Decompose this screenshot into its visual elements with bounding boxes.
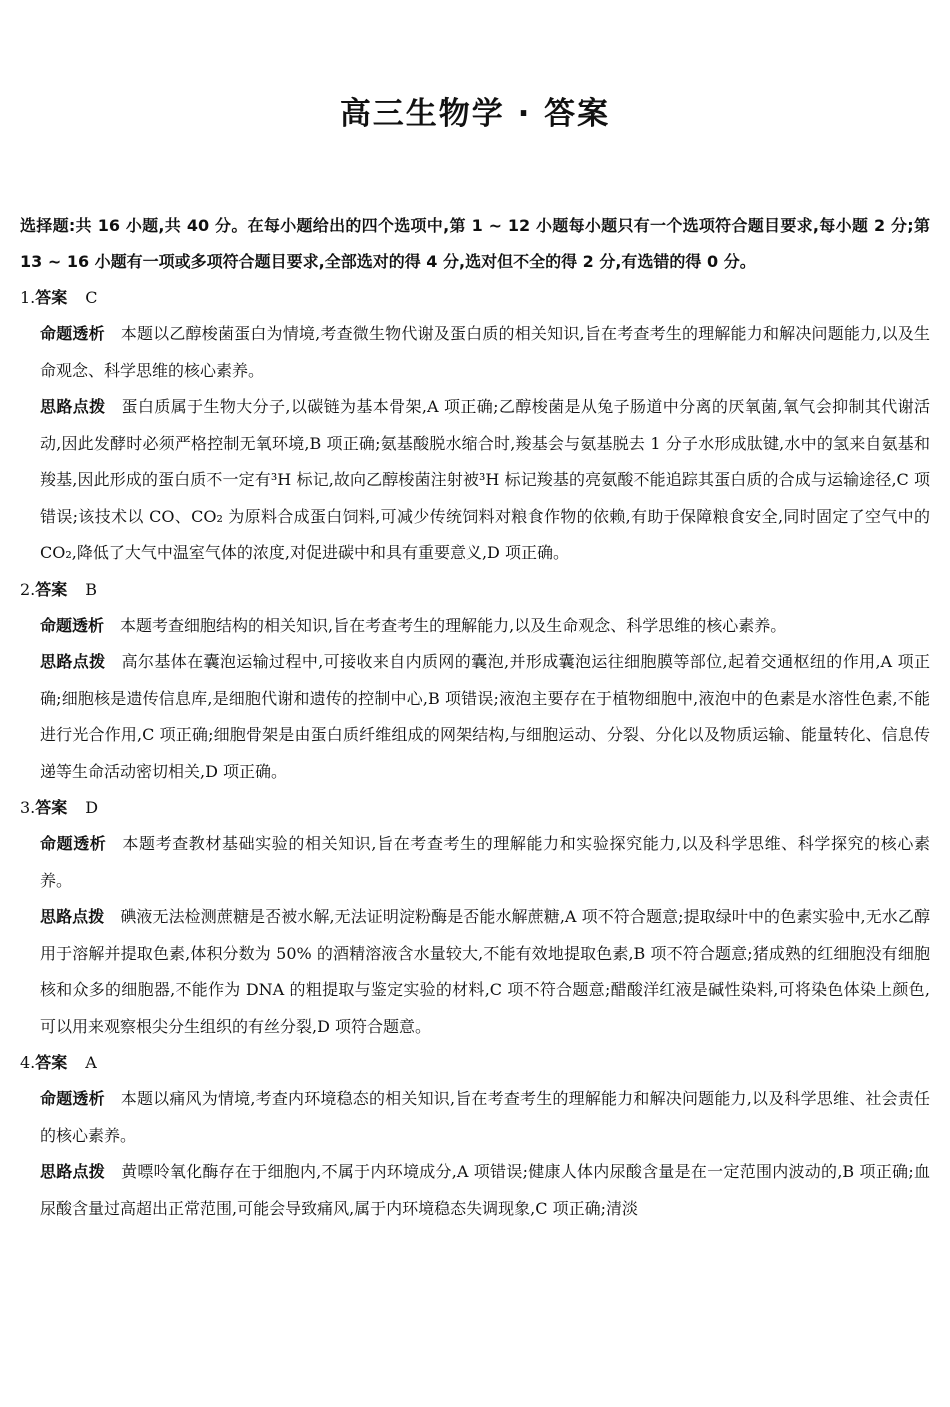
question-number: 3. — [20, 798, 36, 817]
hint-text: 黄嘌呤氧化酶存在于细胞内,不属于内环境成分,A 项错误;健康人体内尿酸含量是在一定范围内波动的,B 项正确;血尿酸含量过高超出正常范围,可能会导致痛风,属于内环境稳态失调现象,C 项正确;清淡 — [40, 1162, 930, 1218]
analysis-text: 本题以痛风为情境,考查内环境稳态的相关知识,旨在考查考生的理解能力和解决问题能力,以及科学思维、社会责任的核心素养。 — [40, 1089, 930, 1145]
analysis-paragraph — [20, 1081, 930, 1154]
question-header — [20, 790, 930, 826]
analysis-paragraph — [20, 608, 930, 645]
answer-content — [20, 208, 930, 1227]
question-3 — [20, 790, 930, 1045]
answer-label: 答案 — [35, 1053, 68, 1072]
question-1 — [20, 280, 930, 572]
answer-value: B — [85, 579, 98, 599]
answer-value: C — [85, 288, 98, 307]
analysis-text: 本题考查细胞结构的相关知识,旨在考查考生的理解能力,以及生命观念、科学思维的核心素养。 — [120, 615, 787, 635]
analysis-text: 本题考查教材基础实验的相关知识,旨在考查考生的理解能力和实验探究能力,以及科学思维、科学探究的核心素养。 — [40, 834, 930, 890]
question-header — [20, 1045, 930, 1081]
hint-label: 思路点拨 — [40, 907, 105, 926]
section-instructions: 选择题:共 16 小题,共 40 分。在每小题给出的四个选项中,第 1 ~ 12 小题每小题只有一个选项符合题目要求,每小题 2 分;第 13 ~ 16 小题有一项或多项符合题目要求,全部选对的得 4 分,选对但不全的得 2 分,有选错的得 0 分。 — [20, 216, 930, 271]
answer-label: 答案 — [35, 798, 68, 817]
answer-label: 答案 — [35, 579, 68, 599]
analysis-paragraph — [20, 826, 930, 899]
hint-label: 思路点拨 — [40, 1162, 106, 1181]
hint-text: 蛋白质属于生物大分子,以碳链为基本骨架,A 项正确;乙醇梭菌是从兔子肠道中分离的厌氧菌,氧气会抑制其代谢活动,因此发酵时必须严格控制无氧环境,B 项正确;氨基酸脱水缩合时,羧基会与氨基脱去 1 分子水形成肽键,水中的氢来自氨基和羧基,因此形成的蛋白质不一定有³H 标记,故向乙醇梭菌注射被³H 标记羧基的亮氨酸不能追踪其蛋白质的合成与运输途径,C 项错误;该技术以 CO、CO₂ 为原料合成蛋白饲料,可减少传统饲料对粮食作物的依赖,有助于保障粮食安全,同时固定了空气中的 CO₂,降低了大气中温室气体的浓度,对促进碳中和具有重要意义,D 项正确。 — [40, 397, 930, 562]
hint-paragraph — [20, 644, 930, 790]
analysis-text: 本题以乙醇梭菌蛋白为情境,考查微生物代谢及蛋白质的相关知识,旨在考查考生的理解能力和解决问题能力,以及生命观念、科学思维的核心素养。 — [40, 324, 930, 380]
question-header — [20, 280, 930, 316]
hint-paragraph — [20, 1154, 930, 1227]
analysis-label: 命题透析 — [40, 1089, 105, 1108]
hint-label: 思路点拨 — [40, 652, 106, 671]
answer-value: A — [85, 1053, 97, 1072]
question-2 — [20, 572, 930, 791]
hint-label: 思路点拨 — [40, 397, 106, 416]
analysis-label: 命题透析 — [40, 834, 107, 853]
analysis-label: 命题透析 — [40, 324, 105, 343]
answer-value: D — [85, 798, 99, 817]
question-4 — [20, 1045, 930, 1227]
question-number: 2. — [20, 579, 36, 599]
question-number: 4. — [20, 1053, 36, 1072]
question-header — [20, 572, 930, 608]
hint-text: 碘液无法检测蔗糖是否被水解,无法证明淀粉酶是否能水解蔗糖,A 项不符合题意;提取绿叶中的色素实验中,无水乙醇用于溶解并提取色素,体积分数为 50% 的酒精溶液含水量较大,不能有效地提取色素,B 项不符合题意;猪成熟的红细胞没有细胞核和众多的细胞器,不能作为 DNA 的粗提取与鉴定实验的材料,C 项不符合题意;醋酸洋红液是碱性染料,可将染色体染上颜色,可以用来观察根尖分生组织的有丝分裂,D 项符合题意。 — [40, 907, 930, 1036]
question-number: 1. — [20, 288, 36, 307]
hint-text: 高尔基体在囊泡运输过程中,可接收来自内质网的囊泡,并形成囊泡运往细胞膜等部位,起着交通枢纽的作用,A 项正确;细胞核是遗传信息库,是细胞代谢和遗传的控制中心,B 项错误;液泡主要存在于植物细胞中,液泡中的色素是水溶性色素,不能进行光合作用,C 项正确;细胞骨架是由蛋白质纤维组成的网架结构,与细胞运动、分裂、分化以及物质运输、能量转化、信息传递等生命活动密切相关,D 项正确。 — [40, 652, 930, 781]
page-title: 高三生物学 · 答案 — [339, 96, 611, 132]
hint-paragraph — [20, 389, 930, 572]
analysis-paragraph — [20, 316, 930, 389]
hint-paragraph — [20, 899, 930, 1045]
answer-label: 答案 — [35, 288, 68, 307]
analysis-label: 命题透析 — [40, 615, 105, 635]
